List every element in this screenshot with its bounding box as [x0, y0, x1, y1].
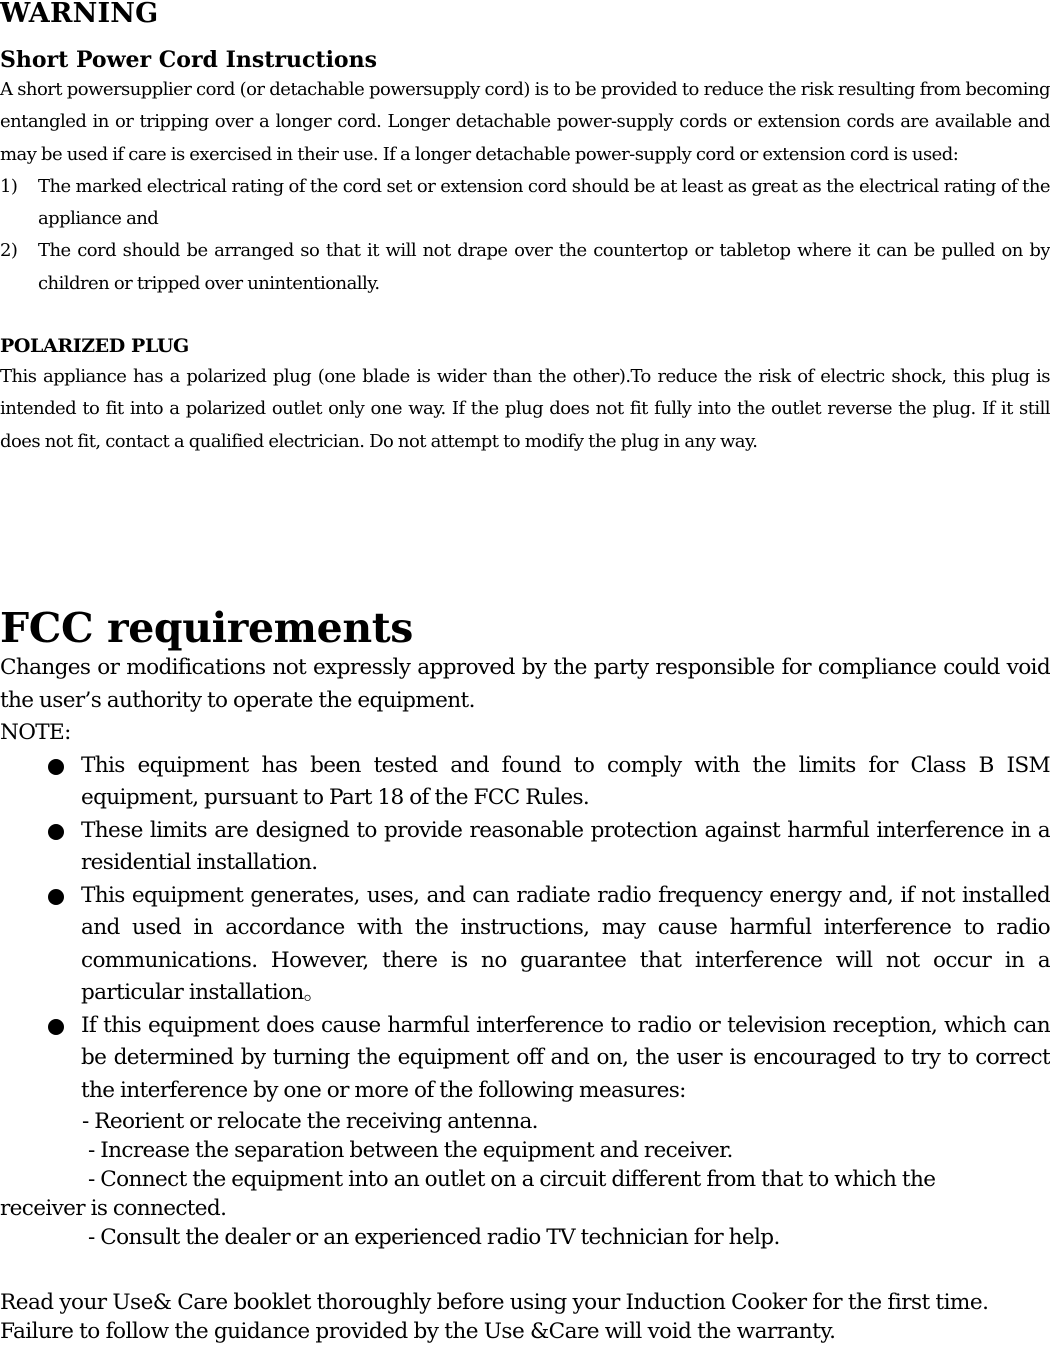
list-item-text: The marked electrical rating of the cord set or extension cord should be at least as great as the electrical rating of the appliance and — [38, 175, 1050, 230]
list-item-text: The cord should be arranged so that it will not drape over the countertop or tabletop where it can be pulled on by children or tripped over unintentionally. — [38, 240, 1050, 294]
bullet-dot-icon — [48, 889, 64, 905]
bullet-text: This equipment has been tested and found to comply with the limits for Class B ISM equipment, pursuant to Part 18 of the FCC Rules. — [81, 752, 1050, 810]
footer-line-read-booklet: Read your Use& Care booklet thoroughly before using your Induction Cooker for the first time. — [0, 1290, 989, 1315]
bullet-dot-icon — [48, 824, 64, 840]
measure-consult-dealer: - Consult the dealer or an experienced radio TV technician for help. — [88, 1225, 780, 1250]
bullet-text: If this equipment does cause harmful interference to radio or television reception, which can be determined by turning the equipment off and on, the user is encouraged to try to correct the interference by one or more of the following measures: — [81, 1012, 1050, 1103]
fcc-section — [0, 604, 1050, 1252]
bullet-dot-icon — [48, 1019, 64, 1035]
bullet-text: These limits are designed to provide reasonable protection against harmful interference in a residential installation. — [81, 817, 1050, 875]
bullet-item — [0, 880, 1050, 1010]
cord-requirements-list — [0, 171, 1050, 300]
fcc-intro: Changes or modifications not expressly approved by the party responsible for compliance could void the user’s authority to operate the equipment. — [0, 655, 1050, 713]
short-cord-subtitle: Short Power Cord Instructions — [0, 47, 377, 73]
list-item — [0, 235, 1050, 300]
footer-line-warranty: Failure to follow the guidance provided by the Use &Care will void the warranty. — [0, 1319, 836, 1344]
polarized-plug-text: This appliance has a polarized plug (one blade is wider than the other).To reduce the risk of electric shock, this plug is intended to fit into a polarized outlet only one way. If the plug does not fit fully into the outlet reverse the plug. If it still does not fit, contact a qualified electrician. Do not attempt to modify the plug in any way. — [0, 366, 1050, 452]
list-item — [0, 171, 1050, 236]
measure-reorient: - Reorient or relocate the receiving antenna. — [82, 1109, 538, 1134]
measure-connect-outlet: - Connect the equipment into an outlet on a circuit different from that to which the — [88, 1167, 936, 1192]
list-item-number: 2) — [0, 240, 18, 262]
polarized-plug-heading: POLARIZED PLUG — [0, 335, 189, 358]
note-label: NOTE: — [0, 720, 71, 745]
list-item-number: 1) — [0, 175, 18, 197]
measure-increase-separation: - Increase the separation between the equipment and receiver. — [88, 1138, 733, 1163]
bullet-item — [0, 750, 1050, 815]
bullet-dot-icon — [48, 759, 64, 775]
warning-title: WARNING — [0, 0, 159, 29]
fcc-bullet-list — [0, 750, 1050, 1108]
bullet-item — [0, 815, 1050, 880]
bullet-item — [0, 1010, 1050, 1108]
warning-section — [0, 0, 1050, 458]
footer-section — [0, 1288, 1050, 1346]
fcc-heading: FCC requirements — [0, 604, 413, 652]
bullet-text: This equipment generates, uses, and can radiate radio frequency energy and, if not installed and used in accordance with the instructions, may cause harmful interference to radio communications. However, there is no guarantee that interference will not occur in a particular installation。 — [81, 882, 1050, 1005]
measure-connect-outlet-continued: receiver is connected. — [0, 1196, 227, 1221]
short-cord-intro: A short powersupplier cord (or detachable powersupply cord) is to be provided to reduce the risk resulting from becoming entangled in or tripping over a longer cord. Longer detachable power-supply cords or extension cords are available and may be used if care is exercised in their use. If a longer detachable power-supply cord or extension cord is used: — [0, 79, 1050, 165]
